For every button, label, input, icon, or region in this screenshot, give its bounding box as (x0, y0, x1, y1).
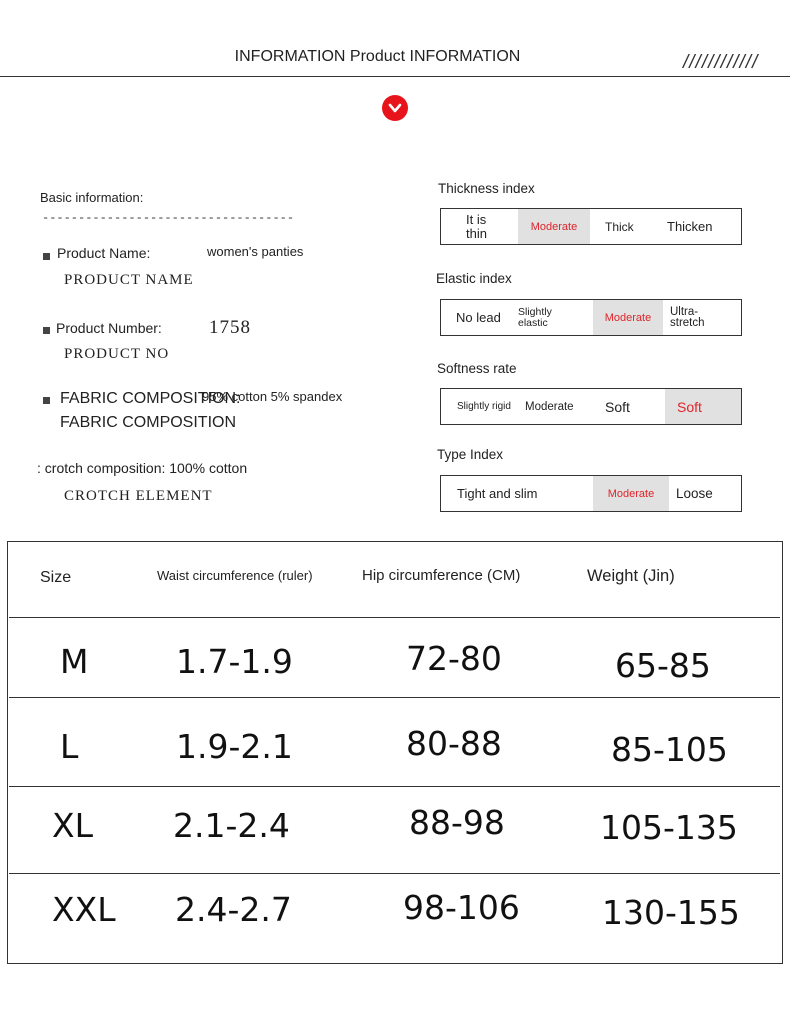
softness-option-rigid: Slightly rigid (457, 401, 511, 412)
table-divider (9, 617, 780, 618)
softness-option-soft-selected: Soft (665, 389, 741, 424)
elastic-option-moderate: Moderate (593, 300, 663, 335)
table-row-size: XXL (52, 890, 116, 929)
type-option-loose: Loose (676, 486, 713, 501)
elastic-index-title: Elastic index (436, 271, 512, 286)
thickness-option-thin: It is thin (466, 211, 487, 241)
elastic-option-slightly: Slightly elastic (518, 305, 552, 329)
softness-rate-scale (440, 388, 742, 425)
product-number-label: Product Number: (56, 320, 162, 336)
softness-option-moderate: Moderate (525, 400, 574, 413)
table-header-size: Size (40, 569, 72, 586)
table-header-waist: Waist circumference (ruler) (157, 568, 313, 583)
crotch-composition-text: : crotch composition: 100% cotton (37, 460, 248, 476)
product-name-value: women's panties (207, 244, 304, 259)
table-divider (9, 786, 780, 787)
bullet-icon (43, 253, 50, 260)
page-title: INFORMATION Product INFORMATION (234, 48, 521, 65)
type-index-title: Type Index (437, 447, 504, 462)
product-name-caps: PRODUCT NAME (64, 272, 194, 288)
type-option-tight: Tight and slim (457, 486, 538, 501)
softness-rate-title: Softness rate (437, 361, 517, 376)
table-header-weight: Weight (Jin) (587, 567, 675, 585)
table-row-waist: 1.9-2.1 (176, 727, 293, 766)
bullet-icon (43, 327, 50, 334)
table-row-size: XL (52, 806, 93, 845)
thickness-option-thicken: Thicken (667, 219, 713, 234)
product-no-caps: PRODUCT NO (64, 346, 170, 362)
thickness-option-thick: Thick (605, 219, 634, 234)
table-row-hip: 72-80 (406, 639, 502, 678)
bullet-icon (43, 397, 50, 404)
table-row-weight: 65-85 (615, 646, 711, 685)
fabric-composition-value: 95% cotton 5% spandex (202, 389, 343, 404)
thickness-index-scale (440, 208, 742, 245)
type-index-scale (440, 475, 742, 512)
header-divider (0, 76, 790, 77)
chevron-down-icon[interactable] (382, 95, 408, 121)
product-number-value: 1758 (209, 317, 251, 338)
elastic-index-scale (440, 299, 742, 336)
table-row-waist: 2.4-2.7 (175, 890, 292, 929)
basic-info-divider: ----------------------------------- (42, 211, 295, 225)
softness-option-soft: Soft (605, 398, 630, 415)
decorative-slashes: //////////// (683, 52, 759, 73)
product-name-label: Product Name: (57, 245, 151, 261)
elastic-option-ultra: Ultra- stretch (670, 305, 705, 329)
fabric-composition-caps: FABRIC COMPOSITION (60, 414, 237, 431)
table-row-weight: 130-155 (602, 893, 740, 932)
thickness-option-moderate: Moderate (518, 209, 590, 244)
type-option-moderate: Moderate (593, 476, 669, 511)
table-row-size: M (60, 642, 89, 681)
elastic-option-no-lead: No lead (456, 310, 501, 325)
table-row-weight: 105-135 (600, 808, 738, 847)
table-row-waist: 1.7-1.9 (176, 642, 293, 681)
table-row-size: L (60, 727, 79, 766)
table-row-hip: 88-98 (409, 803, 505, 842)
crotch-element-caps: CROTCH ELEMENT (64, 488, 213, 504)
table-row-hip: 80-88 (406, 724, 502, 763)
thickness-index-title: Thickness index (438, 181, 535, 196)
fabric-composition-label: FABRIC COMPOSITION: (60, 390, 241, 407)
table-row-waist: 2.1-2.4 (173, 806, 290, 845)
table-row-hip: 98-106 (403, 888, 520, 927)
table-divider (9, 697, 780, 698)
table-divider (9, 873, 780, 874)
table-row-weight: 85-105 (611, 730, 728, 769)
basic-info-title: Basic information: (40, 190, 144, 205)
table-header-hip: Hip circumference (CM) (362, 567, 521, 584)
